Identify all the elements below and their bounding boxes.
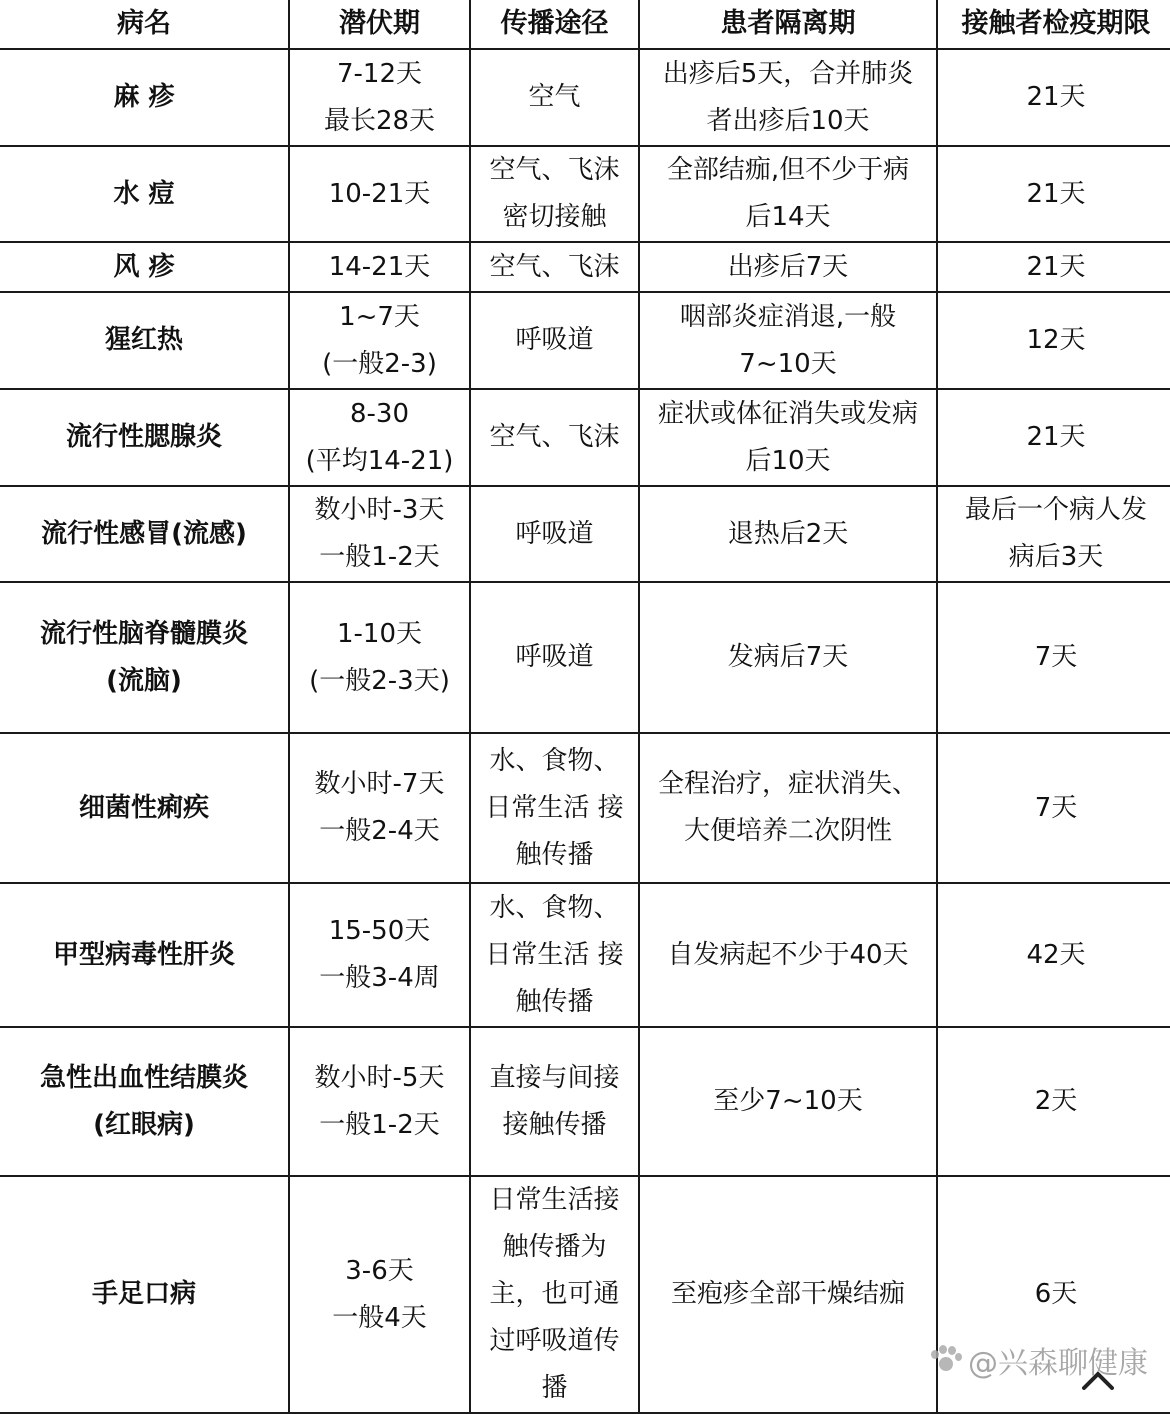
cell-text: 15-50天: [328, 916, 431, 946]
cell-text: 者出疹后10天: [706, 105, 870, 136]
quarantine-cell: [937, 242, 1170, 292]
cell-text: (红眼病): [93, 1109, 195, 1140]
incubation-cell: [289, 389, 470, 486]
transmission-cell: [470, 49, 639, 146]
cell-text: 日常生活 接: [485, 939, 624, 970]
disease-name-cell: [0, 242, 289, 292]
cell-text: 日常生活 接: [485, 792, 624, 823]
isolation-cell: [639, 486, 937, 582]
transmission-cell: [470, 242, 639, 292]
cell-text: 最长28天: [323, 105, 436, 136]
incubation-cell: [289, 733, 470, 883]
cell-text: 急性出血性结膜炎: [39, 1062, 248, 1093]
disease-name-cell: [0, 582, 289, 733]
cell-text: 空气、飞沫: [489, 422, 620, 452]
cell-text: 空气: [528, 82, 581, 112]
cell-text: 播: [541, 1373, 568, 1403]
cell-text: 水、食物、: [489, 745, 620, 776]
cell-text: 21天: [1026, 251, 1086, 282]
incubation-cell: [289, 1176, 470, 1413]
cell-text: 全部结痂,但不少于病: [666, 155, 910, 185]
cell-text: 6天: [1034, 1279, 1078, 1309]
header-isolation: 患者隔离期: [639, 0, 937, 49]
transmission-cell: [470, 146, 639, 242]
cell-text: 出疹后5天，合并肺炎: [662, 58, 914, 89]
cell-text: 1-10天: [336, 618, 422, 649]
quarantine-cell: [937, 146, 1170, 242]
table-row: [0, 733, 1170, 883]
isolation-cell: [639, 49, 937, 146]
cell-text: 退热后2天: [727, 518, 849, 549]
transmission-cell: [470, 1027, 639, 1176]
cell-text: 流行性腮腺炎: [65, 422, 222, 452]
isolation-cell: [639, 1027, 937, 1176]
quarantine-cell: [937, 582, 1170, 733]
cell-text: 触传播: [515, 986, 594, 1017]
quarantine-cell: [937, 49, 1170, 146]
cell-text: 风 疹: [113, 251, 175, 282]
cell-text: 病后3天: [1008, 542, 1104, 572]
header-transmission: 传播途径: [470, 0, 639, 49]
cell-text: 一般2-4天: [319, 816, 440, 846]
cell-text: 3-6天: [345, 1255, 414, 1286]
cell-text: 一般3-4周: [319, 963, 440, 993]
paw-icon: [928, 1343, 962, 1377]
cell-text: (平均14-21): [305, 445, 454, 476]
cell-text: 接触传播: [502, 1109, 607, 1140]
disease-name-cell: [0, 486, 289, 582]
disease-name-cell: [0, 146, 289, 242]
cell-text: 至少7~10天: [713, 1086, 863, 1116]
cell-text: (一般2-3天): [309, 665, 450, 696]
incubation-cell: [289, 486, 470, 582]
table-row: [0, 242, 1170, 292]
table-row: [0, 1027, 1170, 1176]
disease-name-cell: [0, 733, 289, 883]
quarantine-cell: [937, 733, 1170, 883]
cell-text: 空气、飞沫: [489, 251, 620, 282]
watermark-text: @兴森聊健康: [968, 1346, 1148, 1381]
cell-text: 后14天: [745, 202, 831, 232]
cell-text: 呼吸道: [515, 642, 594, 672]
cell-text: 7~10天: [739, 348, 837, 379]
table-row: [0, 292, 1170, 389]
incubation-cell: [289, 582, 470, 733]
isolation-cell: [639, 733, 937, 883]
cell-text: 水 痘: [113, 178, 175, 209]
cell-text: 手足口病: [91, 1279, 196, 1309]
header-incubation: 潜伏期: [289, 0, 470, 49]
isolation-cell: [639, 292, 937, 389]
cell-text: 一般1-2天: [319, 542, 440, 572]
isolation-cell: [639, 146, 937, 242]
header-row: [0, 0, 1170, 49]
cell-text: 直接与间接: [489, 1062, 620, 1093]
transmission-cell: [470, 389, 639, 486]
table-row: [0, 582, 1170, 733]
cell-text: 麻 疹: [113, 82, 175, 112]
transmission-cell: [470, 883, 639, 1027]
cell-text: 主，也可通: [489, 1279, 620, 1309]
cell-text: 出疹后7天: [727, 251, 849, 282]
cell-text: 后10天: [745, 445, 831, 476]
disease-name-cell: [0, 883, 289, 1027]
incubation-cell: [289, 146, 470, 242]
transmission-cell: [470, 582, 639, 733]
cell-text: 咽部炎症消退,一般: [679, 301, 897, 332]
cell-text: 水、食物、: [489, 892, 620, 923]
cell-text: 21天: [1026, 178, 1086, 209]
cell-text: 8-30: [349, 398, 409, 429]
cell-text: 猩红热: [104, 325, 183, 355]
table-row: [0, 883, 1170, 1027]
quarantine-cell: [937, 292, 1170, 389]
incubation-cell: [289, 1027, 470, 1176]
transmission-cell: [470, 486, 639, 582]
cell-text: 细菌性痢疾: [78, 792, 209, 823]
isolation-cell: [639, 1176, 937, 1413]
cell-text: 数小时-3天: [314, 495, 445, 525]
cell-text: 发病后7天: [727, 642, 849, 672]
cell-text: 7天: [1034, 792, 1078, 823]
cell-text: 触传播为: [502, 1232, 607, 1262]
transmission-cell: [470, 1176, 639, 1413]
incubation-cell: [289, 292, 470, 389]
incubation-cell: [289, 49, 470, 146]
isolation-cell: [639, 582, 937, 733]
table-row: [0, 389, 1170, 486]
cell-text: 一般1-2天: [319, 1109, 440, 1140]
cell-text: 全程治疗，症状消失、: [657, 769, 918, 799]
cell-text: 数小时-7天: [314, 769, 445, 799]
header-quarantine: 接触者检疫期限: [937, 0, 1170, 49]
disease-name-cell: [0, 1027, 289, 1176]
cell-text: 空气、飞沫: [489, 155, 620, 185]
quarantine-cell: [937, 389, 1170, 486]
table-body: [0, 49, 1170, 1413]
cell-text: 一般4天: [332, 1302, 427, 1333]
transmission-cell: [470, 733, 639, 883]
transmission-cell: [470, 292, 639, 389]
quarantine-cell: [937, 486, 1170, 582]
cell-text: 大便培养二次阴性: [683, 816, 892, 846]
cell-text: 12天: [1026, 325, 1086, 355]
header-name: 病名: [0, 0, 289, 49]
cell-text: 触传播: [515, 839, 594, 870]
cell-text: (一般2-3): [322, 348, 437, 379]
cell-text: 7天: [1034, 642, 1078, 672]
cell-text: 症状或体征消失或发病: [657, 398, 918, 429]
cell-text: 自发病起不少于40天: [667, 939, 909, 970]
cell-text: 2天: [1034, 1086, 1078, 1116]
cell-text: 10-21天: [328, 178, 431, 209]
cell-text: 42天: [1026, 939, 1086, 970]
isolation-cell: [639, 242, 937, 292]
quarantine-cell: [937, 1027, 1170, 1176]
table-row: [0, 486, 1170, 582]
incubation-cell: [289, 242, 470, 292]
disease-name-cell: [0, 49, 289, 146]
disease-name-cell: [0, 1176, 289, 1413]
cell-text: 14-21天: [328, 251, 431, 282]
table-row: [0, 49, 1170, 146]
table-row: [0, 146, 1170, 242]
cell-text: 21天: [1026, 422, 1086, 452]
cell-text: 21天: [1026, 82, 1086, 112]
isolation-cell: [639, 883, 937, 1027]
cell-text: 最后一个病人发: [964, 495, 1147, 525]
cell-text: 流行性感冒(流感): [41, 518, 247, 549]
cell-text: 流行性脑脊髓膜炎: [39, 618, 248, 649]
disease-name-cell: [0, 292, 289, 389]
cell-text: 数小时-5天: [314, 1062, 445, 1093]
disease-name-cell: [0, 389, 289, 486]
cell-text: 呼吸道: [515, 518, 594, 549]
cell-text: 7-12天: [336, 58, 422, 89]
cell-text: 甲型病毒性肝炎: [52, 939, 235, 970]
cell-text: 日常生活接: [489, 1185, 620, 1215]
cell-text: 呼吸道: [515, 325, 594, 355]
cell-text: 过呼吸道传: [489, 1326, 620, 1356]
quarantine-cell: [937, 883, 1170, 1027]
cell-text: 1~7天: [339, 301, 420, 332]
cell-text: 至疱疹全部干燥结痂: [670, 1279, 905, 1309]
isolation-cell: [639, 389, 937, 486]
cell-text: (流脑): [106, 665, 182, 696]
cell-text: 密切接触: [502, 202, 607, 232]
incubation-cell: [289, 883, 470, 1027]
chevron-up-icon[interactable]: [1078, 1360, 1118, 1400]
